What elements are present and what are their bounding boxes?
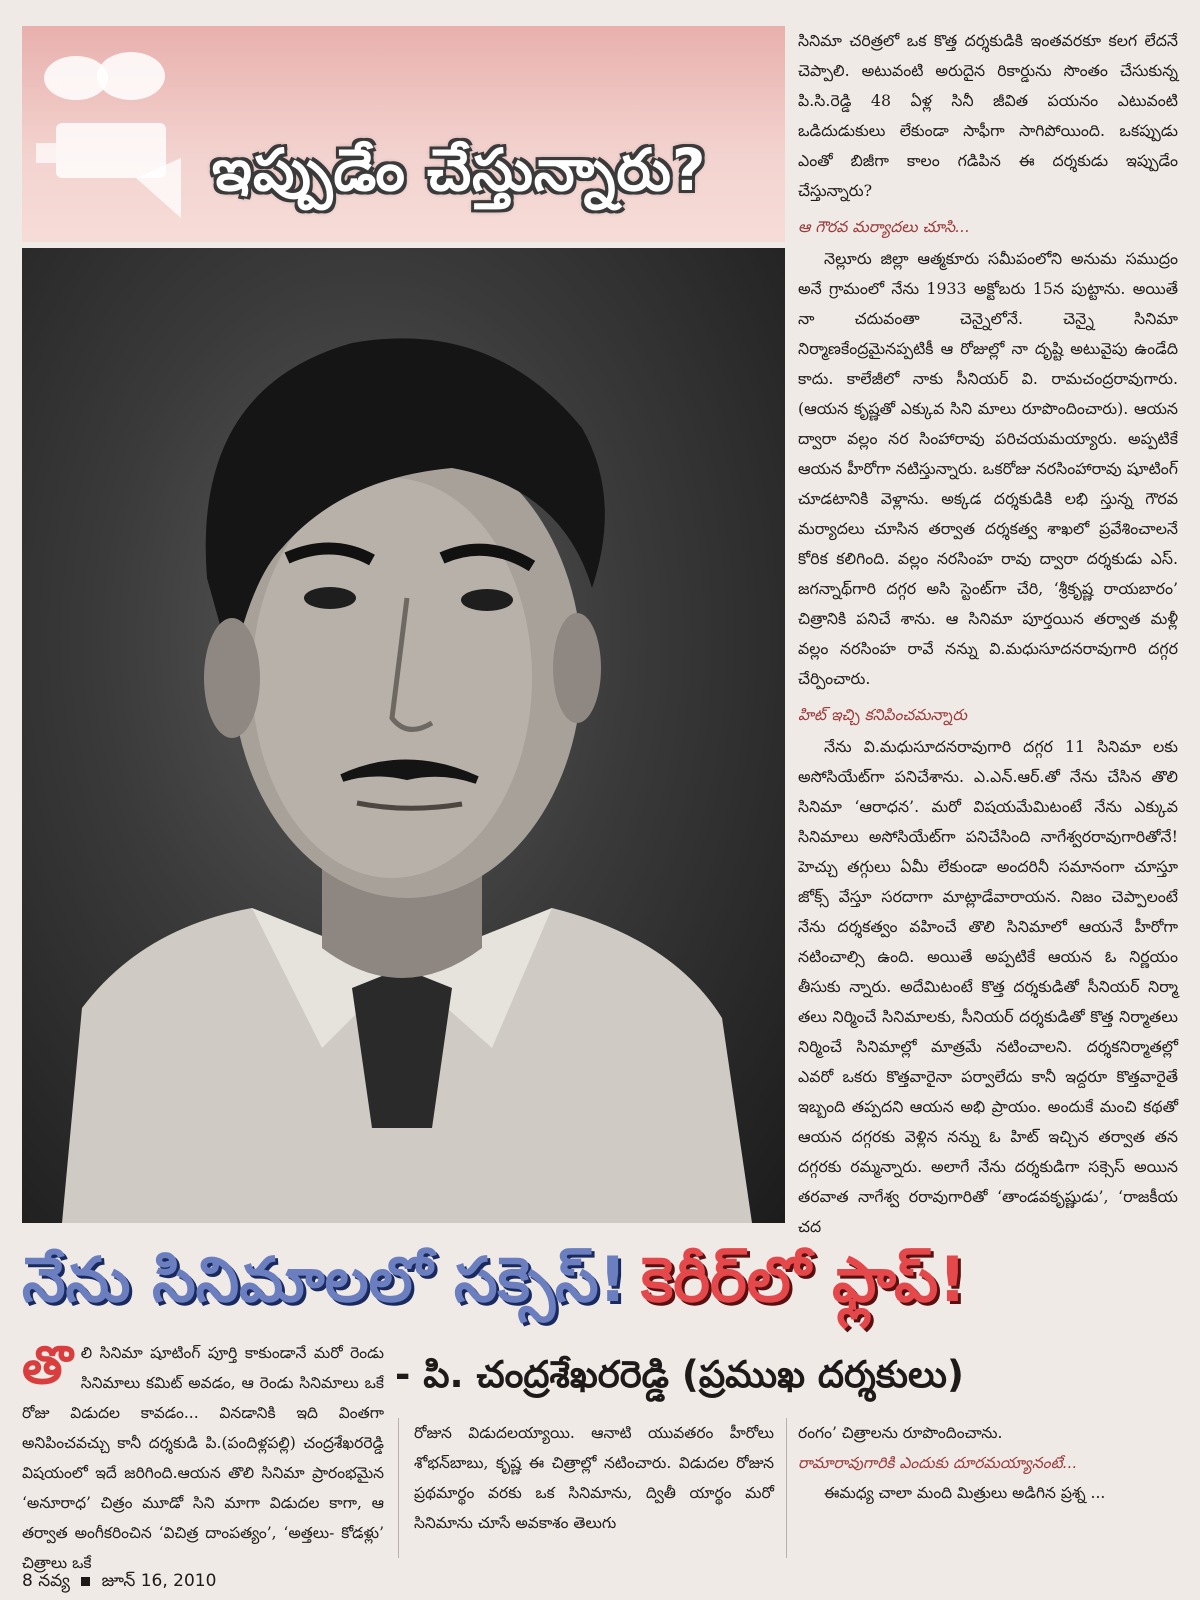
article-paragraph: నెల్లూరు జిల్లా ఆత్మకూరు సమీపంలోని అనుమ సముద్రం అనే గ్రామంలో నేను 1933 అక్టోబరు 15న పుట్టాను. అయితే నా చదువంతా చెన్నైలోనే. చెన్నై సినిమా నిర్మాణకేంద్రమైనప్పటికీ ఆ రోజుల్లో నా దృష్టి అటువైపు ఉండేది కాదు. కాలేజీలో నాకు సీనియర్ వి. రామచంద్రరావుగారు. (ఆయన కృష్ణతో ఎక్కువ సిని మాలు రూపొందించారు). ఆయన ద్వారా వల్లం నర సింహారావు పరిచయమయ్యారు. అప్పటికే ఆయన హీరోగా నటిస్తున్నారు. ఒకరోజు నరసింహారావు షూటింగ్ చూడటానికి వెళ్లాను. అక్కడ దర్శకుడికి లభి స్తున్న గౌరవ మర్యాదలు చూసిన తర్వాత దర్శకత్వ శాఖలో ప్రవేశించాలనే కోరిక కలిగింది. వల్లం నరసింహ రావు ద్వారా దర్శకుడు ఎస్. జగన్నాథ్‌గారి దగ్గర అసి స్టెంట్‌గా చేరి, ‘శ్రీకృష్ణ రాయబారం’ చిత్రానికి పనిచే శాను. ఆ సినిమా పూర్తయిన తర్వాత మళ్లీ వల్లం నరసింహ రావే నన్ను వి.మధుసూదనరావుగారి దగ్గర చేర్పించారు. <box>798 249 1178 688</box>
column-divider <box>786 1418 787 1558</box>
drop-cap: తొ <box>22 1336 73 1396</box>
publication-date: జూన్ 16, 2010 <box>101 1571 217 1591</box>
article-column-1 <box>22 1338 384 1578</box>
page-footer <box>22 1568 216 1594</box>
publication-name: నవ్య <box>38 1571 70 1591</box>
article-paragraph: ఈమధ్య చాలా మంది మిత్రులు అడిగిన ప్రశ్న ... <box>824 1484 1106 1502</box>
portrait-illustration <box>22 248 785 1223</box>
subheading-hit: హిట్ ఇచ్చి కనిపించమన్నారు <box>798 706 967 724</box>
subheading-honor: ఆ గౌరవ మర్యాదలు చూసి... <box>798 218 970 236</box>
section-banner <box>22 26 785 242</box>
separator-square <box>81 1577 90 1586</box>
article-right-column <box>798 26 1178 1236</box>
byline: - పి. చంద్రశేఖరరెడ్డి (ప్రముఖ దర్శకులు) <box>395 1353 964 1396</box>
column-divider <box>398 1418 399 1558</box>
article-paragraph: రోజున విడుదలయ్యాయి. ఆనాటి యువతరం హీరోలు శోభన్‌బాబు, కృష్ణ ఈ చిత్రాల్లో నటించారు. విడుదల రోజున ప్రథమార్థం వరకు ఒక సినిమాను, ద్వితీ యార్థం మరో సినిమాను చూసే అవకాశం తెలుగు <box>414 1424 774 1532</box>
section-title: ఇప్పుడేం చేస్తున్నారు? <box>212 136 707 204</box>
portrait-photo <box>22 248 785 1223</box>
article-column-2 <box>414 1418 774 1538</box>
article-paragraph: నేను వి.మధుసూదనరావుగారి దగ్గర 11 సినిమా లకు అసోసియేట్‌గా పనిచేశాను. ఎ.ఎన్.ఆర్.తో నేను చేసిన తొలి సినిమా ‘ఆరాధన’. మరో విషయమేమిటంటే నేను ఎక్కువ సినిమాలు అసోసియేట్‌గా పనిచేసింది నాగేశ్వరరావుగారితోనే! హెచ్చు తగ్గులు ఏమీ లేకుండా అందరినీ సమానంగా చూస్తూ జోక్స్ వేస్తూ సరదాగా మాట్లాడేవారాయన. నిజం చెప్పాలంటే నేను దర్శకత్వం వహించే తొలి సినిమాలో ఆయనే హీరోగా నటించాల్సి ఉంది. అయితే అప్పటికే ఆయన ఓ నిర్ణయం తీసుకు న్నారు. అదేమిటంటే కొత్త దర్శకుడితో సీనియర్ నిర్మా తలు నిర్మించే సినిమాలకు, సీనియర్ దర్శకుడితో కొత్త నిర్మాతలు నిర్మించే సినిమాల్లో మాత్రమే నటించాలని. దర్శకనిర్మాతల్లో ఎవరో ఒకరు కొత్తవారైనా పర్వాలేదు కానీ ఇద్దరూ కొత్తవారైతే ఇబ్బంది తప్పదని ఆయన అభి ప్రాయం. అందుకే మంచి కథతో ఆయన దగ్గరకు వెళ్లిన నన్ను ఓ హిట్ ఇచ్చిన తర్వాత తన దగ్గరకు రమ్మన్నారు. అలాగే నేను దర్శకుడిగా సక్సెస్ అయిన తరవాత నాగేశ్వ రరావుగారితో ‘తాండవకృష్ణుడు’, ‘రాజకీయ చద <box>798 737 1178 1236</box>
page-number: 8 <box>22 1571 33 1591</box>
article-paragraph: రంగం’ చిత్రాలను రూపొందించాను. <box>798 1424 1003 1442</box>
main-headline <box>22 1228 1182 1332</box>
headline-blue-part: నేను సినిమాలలో సక్సెస్! <box>22 1243 627 1316</box>
article-column-3 <box>798 1418 1180 1508</box>
article-paragraph: లి సినిమా షూటింగ్ పూర్తి కాకుండానే మరో రెండు సినిమాలు కమిట్ అవడం, ఆ రెండు సినిమాలు ఒకే రోజు విడుదల కావడం... వినడానికి ఇది వింతగా అనిపించవచ్చు కానీ దర్శకుడి పి.(పందిళ్లపల్లి) చంద్రశేఖరరెడ్డి విషయంలో ఇదే జరిగింది.ఆయన తొలి సినిమా ప్రారంభమైన ‘అనూరాధ’ చిత్రం మూడో సిని మాగా విడుదల కాగా, ఆ తర్వాత అంగీకరించిన ‘విచిత్ర దాంపత్యం’, ‘అత్తలు- కోడళ్లు’ చిత్రాలు ఒకే <box>22 1344 384 1572</box>
film-camera-icon <box>36 48 186 228</box>
subheading-ntr: రామారావుగారికి ఎందుకు దూరమయ్యానంటే... <box>798 1454 1078 1472</box>
headline-red-part: కెరీర్‌లో ఫ్లాప్! <box>640 1243 967 1316</box>
article-intro: సినిమా చరిత్రలో ఒక కొత్త దర్శకుడికి ఇంతవరకూ కలగ లేదనే చెప్పాలి. అటువంటి అరుదైన రికార్డును సొంతం చేసుకున్న పి.సి.రెడ్డి 48 ఏళ్ల సినీ జీవిత పయనం ఎటువంటి ఒడిదుడుకులు లేకుండా సాఫీగా సాగిపోయింది. ఒకప్పుడు ఎంతో బిజీగా కాలం గడిపిన ఈ దర్శకుడు ఇప్పుడేం చేస్తున్నారు? <box>798 31 1178 200</box>
